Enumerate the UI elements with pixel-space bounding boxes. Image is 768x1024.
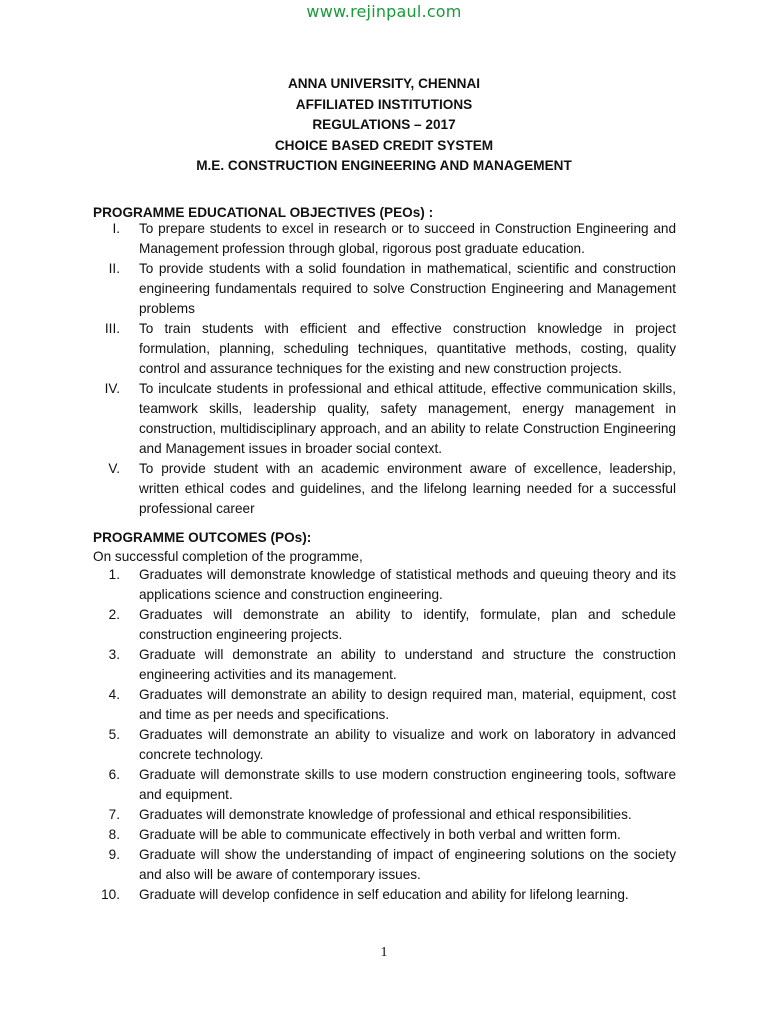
list-item — [93, 845, 676, 885]
list-item — [93, 765, 676, 805]
document-headings — [0, 74, 768, 177]
heading-regulations: REGULATIONS – 2017 — [312, 117, 456, 132]
list-item — [93, 645, 676, 685]
item-number: 5. — [108, 727, 120, 742]
item-text: Graduate will develop confidence in self education and ability for lifelong learning. — [139, 887, 629, 902]
po-section-title: PROGRAMME OUTCOMES (POs): — [93, 530, 312, 545]
item-text: To inculcate students in professional and ethical attitude, effective communication skills, teamwork skills, leadership quality, safety management, energy management in construction, multidisciplinary approach, and an ability to relate Construction Engineering and Management issues in broader social context. — [139, 381, 676, 456]
item-number: 10. — [101, 887, 120, 902]
item-number: 4. — [108, 687, 120, 702]
item-text: Graduates will demonstrate an ability to visualize and work on laboratory in advanced concrete technology. — [139, 727, 676, 762]
list-item — [93, 805, 676, 825]
item-text: To provide student with an academic environment aware of excellence, leadership, written ethical codes and guidelines, and the lifelong learning needed for a successful professional career — [139, 461, 676, 516]
item-number: 1. — [108, 567, 120, 582]
item-number: 3. — [108, 647, 120, 662]
item-number: IV. — [104, 381, 120, 396]
list-item — [93, 219, 676, 259]
item-number: 6. — [108, 767, 120, 782]
item-number: 8. — [108, 827, 120, 842]
list-item — [93, 259, 676, 319]
list-item — [93, 725, 676, 765]
page-number: 1 — [380, 945, 388, 960]
item-text: Graduate will be able to communicate effectively in both verbal and written form. — [139, 827, 621, 842]
item-number: I. — [112, 221, 120, 236]
item-number: V. — [108, 461, 120, 476]
peo-list — [93, 219, 676, 519]
heading-credit-system: CHOICE BASED CREDIT SYSTEM — [274, 137, 494, 153]
item-text: Graduate will show the understanding of impact of engineering solutions on the society and also will be aware of contemporary issues. — [139, 847, 676, 882]
watermark-link[interactable]: www.rejinpaul.com — [306, 2, 462, 21]
item-text: Graduates will demonstrate an ability to identify, formulate, plan and schedule construction engineering projects. — [139, 607, 676, 642]
po-intro: On successful completion of the programme, — [93, 549, 363, 564]
item-text: To train students with efficient and effective construction knowledge in project formulation, planning, scheduling techniques, quantitative methods, costing, quality control and assurance techniques for the existing and new construction projects. — [139, 321, 676, 376]
item-number: 2. — [108, 607, 120, 622]
peo-section-title: PROGRAMME EDUCATIONAL OBJECTIVES (PEOs) : — [93, 205, 434, 220]
heading-university: ANNA UNIVERSITY, CHENNAI — [287, 76, 481, 91]
heading-programme: M.E. CONSTRUCTION ENGINEERING AND MANAGEMENT — [196, 158, 572, 173]
list-item — [93, 379, 676, 459]
item-text: Graduate will demonstrate skills to use modern construction engineering tools, software and equipment. — [139, 767, 676, 802]
item-text: To prepare students to excel in research or to succeed in Construction Engineering and Management profession through global, rigorous post graduate education. — [139, 221, 676, 256]
list-item — [93, 885, 676, 905]
item-number: 9. — [108, 847, 120, 862]
item-text: Graduate will demonstrate an ability to understand and structure the construction engineering activities and its management. — [139, 647, 676, 682]
heading-institutions: AFFILIATED INSTITUTIONS — [295, 96, 473, 112]
item-number: III. — [104, 321, 120, 336]
item-number: II. — [108, 261, 120, 276]
list-item — [93, 459, 676, 519]
list-item — [93, 565, 676, 605]
list-item — [93, 685, 676, 725]
item-number: 7. — [108, 807, 120, 822]
list-item — [93, 605, 676, 645]
item-text: Graduates will demonstrate an ability to design required man, material, equipment, cost and time as per needs and specifications. — [139, 687, 676, 722]
item-text: Graduates will demonstrate knowledge of professional and ethical responsibilities. — [139, 807, 632, 822]
item-text: To provide students with a solid foundation in mathematical, scientific and construction engineering fundamentals required to solve Construction Engineering and Management problems — [139, 261, 676, 316]
po-list — [93, 565, 676, 905]
list-item — [93, 825, 676, 845]
list-item — [93, 319, 676, 379]
item-text: Graduates will demonstrate knowledge of statistical methods and queuing theory and its applications science and construction engineering. — [139, 567, 676, 602]
